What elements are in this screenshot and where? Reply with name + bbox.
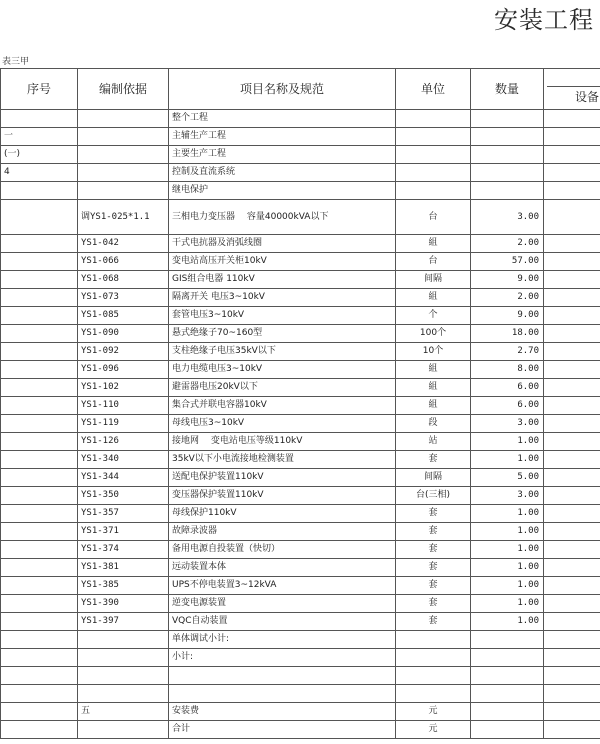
cell-equipment [544,577,600,595]
header-no: 序号 [1,69,78,110]
cell-name: 集合式并联电容器10kV [169,397,396,415]
cell-equipment [544,667,600,685]
cell-unit [396,631,471,649]
cell-name: 小计: [169,649,396,667]
cell-qty [471,703,544,721]
cell-equipment [544,110,600,128]
cell-unit: 间隔 [396,271,471,289]
table-row [1,505,600,523]
cell-unit [396,182,471,200]
cell-qty: 1.00 [471,613,544,631]
cell-qty: 1.00 [471,451,544,469]
cell-basis [78,182,169,200]
cell-basis: 调YS1-025*1.1 [78,200,169,235]
table-row [1,721,600,739]
cell-equipment [544,361,600,379]
table-body [1,110,600,739]
cell-unit: 10个 [396,343,471,361]
cell-basis: YS1-381 [78,559,169,577]
cell-name: 变压器保护装置110kV [169,487,396,505]
cell-name: 三相电力变压器 容量40000kVA以下 [169,200,396,235]
cell-equipment [544,164,600,182]
cell-no [1,559,78,577]
cell-basis: YS1-066 [78,253,169,271]
cell-name: 悬式绝缘子70~160型 [169,325,396,343]
header-name: 项目名称及规范 [169,69,396,110]
cell-equipment [544,415,600,433]
cell-basis: YS1-110 [78,397,169,415]
cell-unit: 組 [396,289,471,307]
cell-basis [78,110,169,128]
cell-no [1,271,78,289]
cell-basis [78,685,169,703]
cell-unit: 个 [396,307,471,325]
table-row [1,325,600,343]
header-equipment [544,69,600,110]
cell-equipment [544,505,600,523]
cell-basis: YS1-102 [78,379,169,397]
cell-name: GIS组合电器 110kV [169,271,396,289]
cell-unit [396,128,471,146]
cell-no [1,685,78,703]
cell-qty: 1.00 [471,595,544,613]
cell-unit: 台 [396,200,471,235]
cell-qty [471,182,544,200]
cell-name: 套管电压3~10kV [169,307,396,325]
cell-equipment [544,343,600,361]
table-row [1,164,600,182]
cell-name: 干式电抗器及消弧线圈 [169,235,396,253]
cell-unit: 套 [396,541,471,559]
cell-unit: 組 [396,361,471,379]
cell-name: 安装费 [169,703,396,721]
cell-equipment [544,613,600,631]
cell-name: 合计 [169,721,396,739]
cell-unit: 組 [396,235,471,253]
cell-no [1,325,78,343]
cell-equipment [544,128,600,146]
cell-no [1,487,78,505]
table-row [1,253,600,271]
table-row [1,397,600,415]
cell-name: 支柱绝缘子电压35kV以下 [169,343,396,361]
cell-equipment [544,469,600,487]
cell-basis: YS1-340 [78,451,169,469]
cell-equipment [544,271,600,289]
cell-qty: 1.00 [471,541,544,559]
cell-basis [78,721,169,739]
cell-name: UPS不停电装置3~12kVA [169,577,396,595]
cell-basis [78,649,169,667]
cell-no [1,667,78,685]
cell-no [1,631,78,649]
cell-name: 远动装置本体 [169,559,396,577]
cell-unit: 段 [396,415,471,433]
cell-name: 避雷器电压20kV以下 [169,379,396,397]
cell-no [1,235,78,253]
table-row [1,703,600,721]
cell-no [1,721,78,739]
cell-unit [396,649,471,667]
cell-basis: YS1-344 [78,469,169,487]
cell-basis: YS1-090 [78,325,169,343]
cell-name: 继电保护 [169,182,396,200]
cell-unit: 间隔 [396,469,471,487]
table-row [1,289,600,307]
cell-name: 逆变电源装置 [169,595,396,613]
page-title: 安装工程 [494,6,594,34]
cell-qty: 9.00 [471,307,544,325]
cell-equipment [544,433,600,451]
cell-equipment [544,307,600,325]
table-row [1,667,600,685]
cell-qty: 2.00 [471,235,544,253]
cell-qty [471,667,544,685]
cell-qty: 6.00 [471,379,544,397]
cell-equipment [544,325,600,343]
cell-unit: 元 [396,703,471,721]
header-basis: 编制依据 [78,69,169,110]
cell-basis: YS1-374 [78,541,169,559]
cell-qty: 9.00 [471,271,544,289]
cell-qty: 1.00 [471,523,544,541]
cell-basis: YS1-092 [78,343,169,361]
table-row [1,595,600,613]
cell-basis: YS1-371 [78,523,169,541]
cell-equipment [544,397,600,415]
cell-equipment [544,541,600,559]
cell-no [1,361,78,379]
cell-qty [471,721,544,739]
table-row [1,631,600,649]
cell-unit: 組 [396,397,471,415]
cell-qty: 3.00 [471,415,544,433]
cell-name: 送配电保护装置110kV [169,469,396,487]
cell-equipment [544,523,600,541]
table-row [1,343,600,361]
cell-qty: 2.00 [471,289,544,307]
cell-no [1,343,78,361]
cell-basis: YS1-068 [78,271,169,289]
cell-basis [78,631,169,649]
table-row [1,541,600,559]
cell-unit: 套 [396,523,471,541]
cell-name: 电力电缆电压3~10kV [169,361,396,379]
cell-no [1,379,78,397]
cell-basis: YS1-085 [78,307,169,325]
table-row [1,271,600,289]
cell-unit: 台(三相) [396,487,471,505]
cell-unit: 站 [396,433,471,451]
cell-no [1,649,78,667]
table-row [1,487,600,505]
table-row [1,415,600,433]
cell-no [1,613,78,631]
table-row [1,577,600,595]
cell-unit [396,685,471,703]
cell-qty: 1.00 [471,577,544,595]
cell-equipment [544,685,600,703]
cell-qty [471,649,544,667]
cell-qty [471,128,544,146]
cell-name [169,667,396,685]
cell-equipment [544,487,600,505]
cell-equipment [544,235,600,253]
cell-unit: 元 [396,721,471,739]
cell-basis: YS1-390 [78,595,169,613]
cell-name: 单体调试小计: [169,631,396,649]
table-row [1,523,600,541]
cell-unit: 套 [396,595,471,613]
cell-qty: 3.00 [471,200,544,235]
cell-qty [471,164,544,182]
cell-basis [78,146,169,164]
cell-equipment [544,703,600,721]
header-equipment-label: 设备 [547,86,600,105]
cell-qty: 1.00 [471,433,544,451]
cell-no [1,110,78,128]
table-id-label: 表三甲 [2,57,30,67]
table-row [1,685,600,703]
cell-no: 一 [1,128,78,146]
cell-qty: 6.00 [471,397,544,415]
cell-no [1,505,78,523]
cell-equipment [544,559,600,577]
cell-equipment [544,200,600,235]
cell-name: VQC自动装置 [169,613,396,631]
cell-no [1,289,78,307]
cell-basis: YS1-096 [78,361,169,379]
cell-no [1,182,78,200]
cell-no [1,703,78,721]
table-row [1,559,600,577]
cell-no [1,577,78,595]
cell-basis: YS1-357 [78,505,169,523]
cell-basis: YS1-126 [78,433,169,451]
table-row [1,235,600,253]
cell-name: 接地网 变电站电压等级110kV [169,433,396,451]
cell-name: 母线电压3~10kV [169,415,396,433]
table-row [1,182,600,200]
cell-qty: 8.00 [471,361,544,379]
cell-unit: 套 [396,451,471,469]
cell-name: 主要生产工程 [169,146,396,164]
cell-unit: 套 [396,505,471,523]
cell-unit: 套 [396,577,471,595]
cell-qty: 1.00 [471,559,544,577]
table-row [1,200,600,235]
cell-no [1,307,78,325]
cell-no [1,595,78,613]
cell-unit [396,146,471,164]
table-row [1,649,600,667]
cell-basis: 五 [78,703,169,721]
table-row [1,110,600,128]
table-row [1,146,600,164]
cell-qty: 1.00 [471,505,544,523]
cell-no: (一) [1,146,78,164]
cell-qty: 2.70 [471,343,544,361]
table-row [1,307,600,325]
table-row [1,433,600,451]
header-unit: 单位 [396,69,471,110]
cell-unit: 台 [396,253,471,271]
cell-name: 整个工程 [169,110,396,128]
cell-no [1,200,78,235]
cell-name: 母线保护110kV [169,505,396,523]
cell-equipment [544,146,600,164]
cell-equipment [544,595,600,613]
cell-basis: YS1-397 [78,613,169,631]
cell-name: 变电站高压开关柜10kV [169,253,396,271]
table-row [1,128,600,146]
cell-no [1,451,78,469]
cell-basis: YS1-350 [78,487,169,505]
cell-name: 备用电源自投装置（快切） [169,541,396,559]
cell-equipment [544,182,600,200]
cell-no [1,397,78,415]
table-row [1,469,600,487]
cell-qty [471,110,544,128]
cell-equipment [544,253,600,271]
cell-no [1,253,78,271]
cell-equipment [544,631,600,649]
cell-qty: 57.00 [471,253,544,271]
table-header-row [1,69,600,110]
cell-name: 隔离开关 电压3~10kV [169,289,396,307]
header-qty: 数量 [471,69,544,110]
cell-unit [396,667,471,685]
cell-no [1,469,78,487]
cell-basis: YS1-042 [78,235,169,253]
cell-name: 控制及直流系统 [169,164,396,182]
cell-equipment [544,721,600,739]
cell-qty [471,146,544,164]
cell-no: 4 [1,164,78,182]
cell-qty [471,631,544,649]
cell-basis [78,128,169,146]
cell-basis [78,164,169,182]
cell-no [1,415,78,433]
cell-basis: YS1-073 [78,289,169,307]
cell-qty [471,685,544,703]
cell-equipment [544,379,600,397]
cell-basis [78,667,169,685]
cell-unit [396,164,471,182]
table-row [1,613,600,631]
cell-equipment [544,289,600,307]
table-row [1,451,600,469]
cell-name [169,685,396,703]
cell-name: 35kV以下小电流接地检测装置 [169,451,396,469]
cell-basis: YS1-385 [78,577,169,595]
cell-name: 主辅生产工程 [169,128,396,146]
cell-unit: 組 [396,379,471,397]
cell-unit: 套 [396,613,471,631]
table-row [1,361,600,379]
cell-unit: 100个 [396,325,471,343]
cell-qty: 3.00 [471,487,544,505]
cell-unit: 套 [396,559,471,577]
cell-no [1,541,78,559]
cell-unit [396,110,471,128]
cell-basis: YS1-119 [78,415,169,433]
table-row [1,379,600,397]
cell-name: 故障录波器 [169,523,396,541]
cell-qty: 5.00 [471,469,544,487]
cell-no [1,523,78,541]
estimate-table [0,68,600,739]
cell-equipment [544,451,600,469]
cell-equipment [544,649,600,667]
cell-qty: 18.00 [471,325,544,343]
cell-no [1,433,78,451]
